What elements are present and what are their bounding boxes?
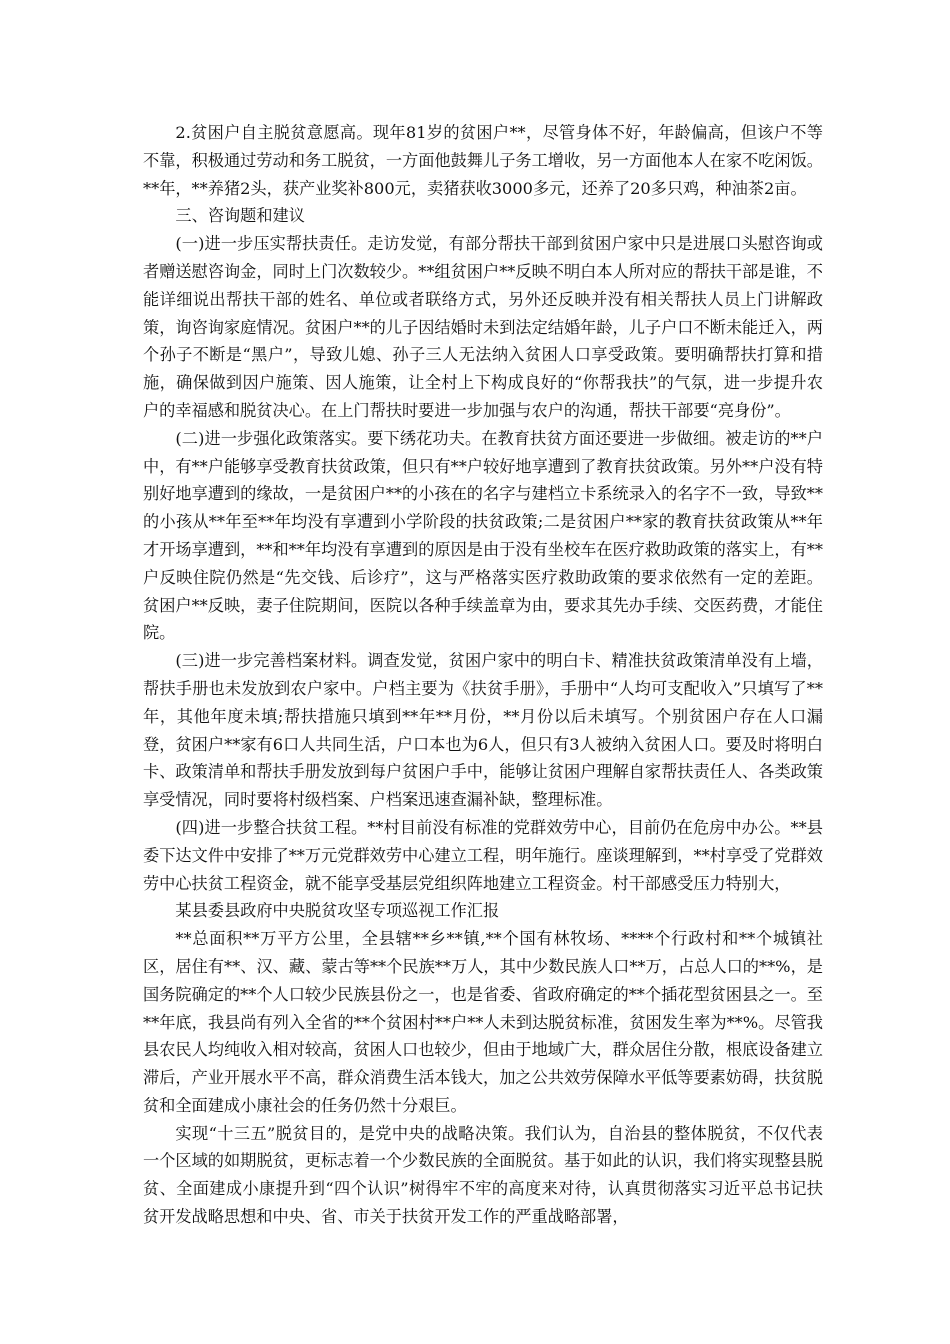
document-body <box>143 119 823 1231</box>
paragraph-suggestion-2: (二)进一步强化政策落实。要下绣花功夫。在教育扶贫方面还要进一步做细。被走访的**户中，有**户能够享受教育扶贫政策，但只有**户较好地享遭到了教育扶贫政策。另外**户没有特别好地享遭到的缘故，一是贫困户**的小孩在的名字与建档立卡系统录入的名字不一致，导致**的小孩从**年至**年均没有享遭到小学阶段的扶贫政策;二是贫困户**家的教育扶贫政策从**年才开场享遭到，**和**年均没有享遭到的原因是由于没有坐校车在医疗救助政策的落实上，有**户反映住院仍然是“先交钱、后诊疗”，这与严格落实医疗救助政策的要求依然有一定的差距。贫困户**反映，妻子住院期间，医院以各种手续盖章为由，要求其先办手续、交医药费，才能住院。 <box>143 428 823 643</box>
paragraph-suggestion-1: (一)进一步压实帮扶责任。走访发觉，有部分帮扶干部到贫困户家中只是进展口头慰咨询或者赠送慰咨询金，同时上门次数较少。**组贫困户**反映不明白本人所对应的帮扶干部是谁，不能详细说出帮扶干部的姓名、单位或者联络方式，另外还反映并没有相关帮扶人员上门讲解政策，询咨询家庭情况。贫困户**的儿子因结婚时未到法定结婚年龄，儿子户口不断未能迁入，两个孙子不断是“黑户”，导致儿媳、孙子三人无法纳入贫困人口享受政策。要明确帮扶打算和措施，确保做到因户施策、因人施策，让全村上下构成良好的“你帮我扶”的气氛，进一步提升农户的幸福感和脱贫决心。在上门帮扶时要进一步加强与农户的沟通，帮扶干部要“亮身份”。 <box>143 234 823 420</box>
report-title: 某县委县政府中央脱贫攻坚专项巡视工作汇报 <box>175 901 500 921</box>
paragraph-strategy: 实现“十三五”脱贫目的，是党中央的战略决策。我们认为，自治县的整体脱贫，不仅代表一个区域的如期脱贫，更标志着一个少数民族的全面脱贫。基于如此的认识，我们将实现整县脱贫、全面建成小康提升到“四个认识”树得牢不牢的高度来对待，认真贯彻落实习近平总书记扶贫开发战略思想和中央、省、市关于扶贫开发工作的严重战略部署， <box>143 1123 823 1227</box>
section-heading-problems-suggestions: 三、咨询题和建议 <box>175 206 305 226</box>
paragraph-suggestion-4: (四)进一步整合扶贫工程。**村目前没有标准的党群效劳中心，目前仍在危房中办公。**县委下达文件中安排了**万元党群效劳中心建立工程，明年施行。座谈理解到，**村享受了党群效劳中心扶贫工程资金，就不能享受基层党组织阵地建立工程资金。村干部感受压力特别大， <box>143 817 823 893</box>
paragraph-county-overview: **总面积**万平方公里，全县辖**乡**镇,**个国有林牧场、****个行政村和**个城镇社区，居住有**、汉、藏、蒙古等**个民族**万人，其中少数民族人口**万，占总人口的**%，是国务院确定的**个人口较少民族县份之一，也是省委、省政府确定的**个插花型贫困县之一。至**年底，我县尚有列入全省的**个贫困村**户**人未到达脱贫标准，贫困发生率为**%。尽管我县农民人均纯收入相对较高，贫困人口也较少，但由于地域广大，群众居住分散，根底设备建立滞后，产业开展水平不高，群众消费生活本钱大，加之公共效劳保障水平低等要素妨碍，扶贫脱贫和全面建成小康社会的任务仍然十分艰巨。 <box>143 929 823 1115</box>
paragraph-poverty-self-reliance: 2.贫困户自主脱贫意愿高。现年81岁的贫困户**，尽管身体不好，年龄偏高，但该户不等不靠，积极通过劳动和务工脱贫，一方面他鼓舞儿子务工增收，另一方面他本人在家不吃闲饭。**年，**养猪2头，获产业奖补800元，卖猪获收3000多元，还养了20多只鸡，种油茶2亩。 <box>143 123 823 198</box>
paragraph-suggestion-3: (三)进一步完善档案材料。调查发觉，贫困户家中的明白卡、精准扶贫政策清单没有上墙，帮扶手册也未发放到农户家中。户档主要为《扶贫手册》，手册中“人均可支配收入”只填写了**年，其他年度未填;帮扶措施只填到**年**月份，**月份以后未填写。个别贫困户存在人口漏登，贫困户**家有6口人共同生活，户口本也为6人，但只有3人被纳入贫困人口。要及时将明白卡、政策清单和帮扶手册发放到每户贫困户手中，能够让贫困户理解自家帮扶责任人、各类政策享受情况，同时要将村级档案、户档案迅速查漏补缺，整理标准。 <box>143 651 823 810</box>
